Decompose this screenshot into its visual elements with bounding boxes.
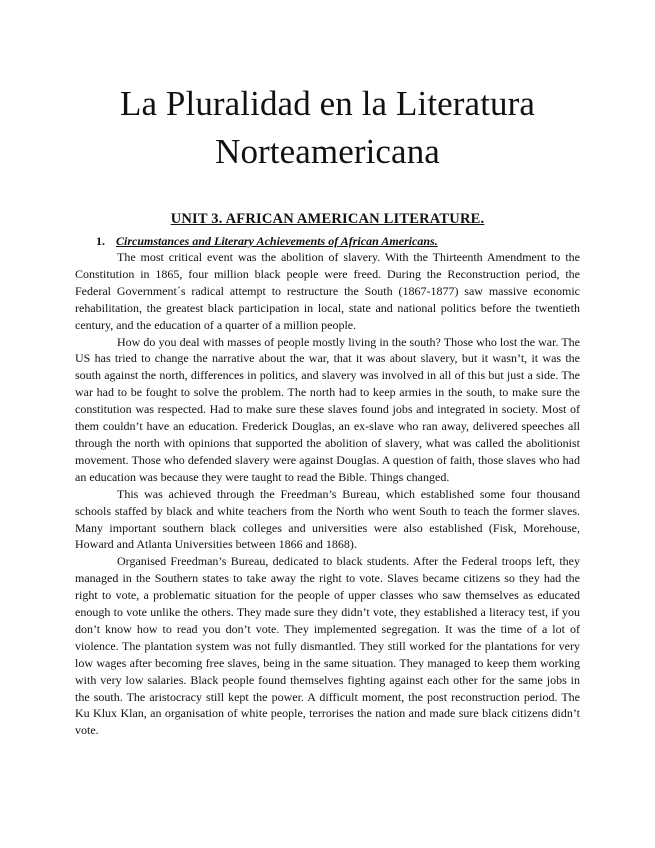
paragraph: This was achieved through the Freedman’s Bureau, which established some four thousand schools staffed by black and white teachers from the North who went South to teach the former slaves. Many important southern black colleges and universities were also established (Fisk, Morehouse, Howard and Atlanta Universities between 1866 and 1868). (75, 486, 580, 552)
paragraph: How do you deal with masses of people mostly living in the south? Those who lost the war. The US has tried to change the narrative about the war, that it was about slavery, but it wasn’t, it was the south against the north, differences in politics, and slavery was involved in all of this but just a side. The war had to be fought to solve the problem. The north had to keep armies in the south, to make sure the constitution was respected. Had to make sure these slaves found jobs and integrated in society. Most of them couldn’t have an education. Frederick Douglas, an ex-slave who ran away, delivered speeches all through the north with opinions that supported the abolition of slavery, what was called the abolitionist movement. Those who defended slavery were against Douglas. A question of faith, those slaves who had an education was because they were taught to read the Bible. Things changed. (75, 334, 580, 484)
section-number: 1. (96, 234, 105, 248)
body-text (75, 249, 580, 739)
document-title-line-2: Norteamericana (215, 132, 440, 171)
document-title (0, 80, 655, 176)
section-title: Circumstances and Literary Achievements of African Americans. (116, 234, 438, 248)
paragraph: The most critical event was the abolition of slavery. With the Thirteenth Amendment to the Constitution in 1865, four million black people were freed. During the Reconstruction period, the Federal Government´s radical attempt to restructure the South (1867-1877) saw massive economic rehabilitation, the greatest black participation in local, state and national politics before the twentieth century, and the education of a quarter of a million people. (75, 250, 580, 332)
paragraph: Organised Freedman’s Bureau, dedicated to black students. After the Federal troops left, they managed in the Southern states to take away the right to vote. Slaves became citizens so they had the right to vote, a problematic situation for the people of upper classes who saw themselves as educated enough to vote unlike the others. They made sure they didn’t vote, they established a literacy test, if you don’t know how to read you don’t vote. They implemented segregation. It was the time of a lot of violence. The plantation system was not fully dismantled. They still worked for the plantations for very low wages after becoming free slaves, being in the same situation. They managed to keep them working with very low salaries. Black people found themselves fighting against each other for the same jobs in the south. The aristocracy still kept the power. A difficult moment, the post reconstruction period. The Ku Klux Klan, an organisation of white people, terrorises the nation and made sure black citizens didn’t vote. (75, 554, 580, 738)
section-heading (96, 234, 580, 249)
unit-heading: UNIT 3. AFRICAN AMERICAN LITERATURE. (170, 211, 485, 227)
document-title-line-1: La Pluralidad en la Literatura (119, 84, 536, 123)
